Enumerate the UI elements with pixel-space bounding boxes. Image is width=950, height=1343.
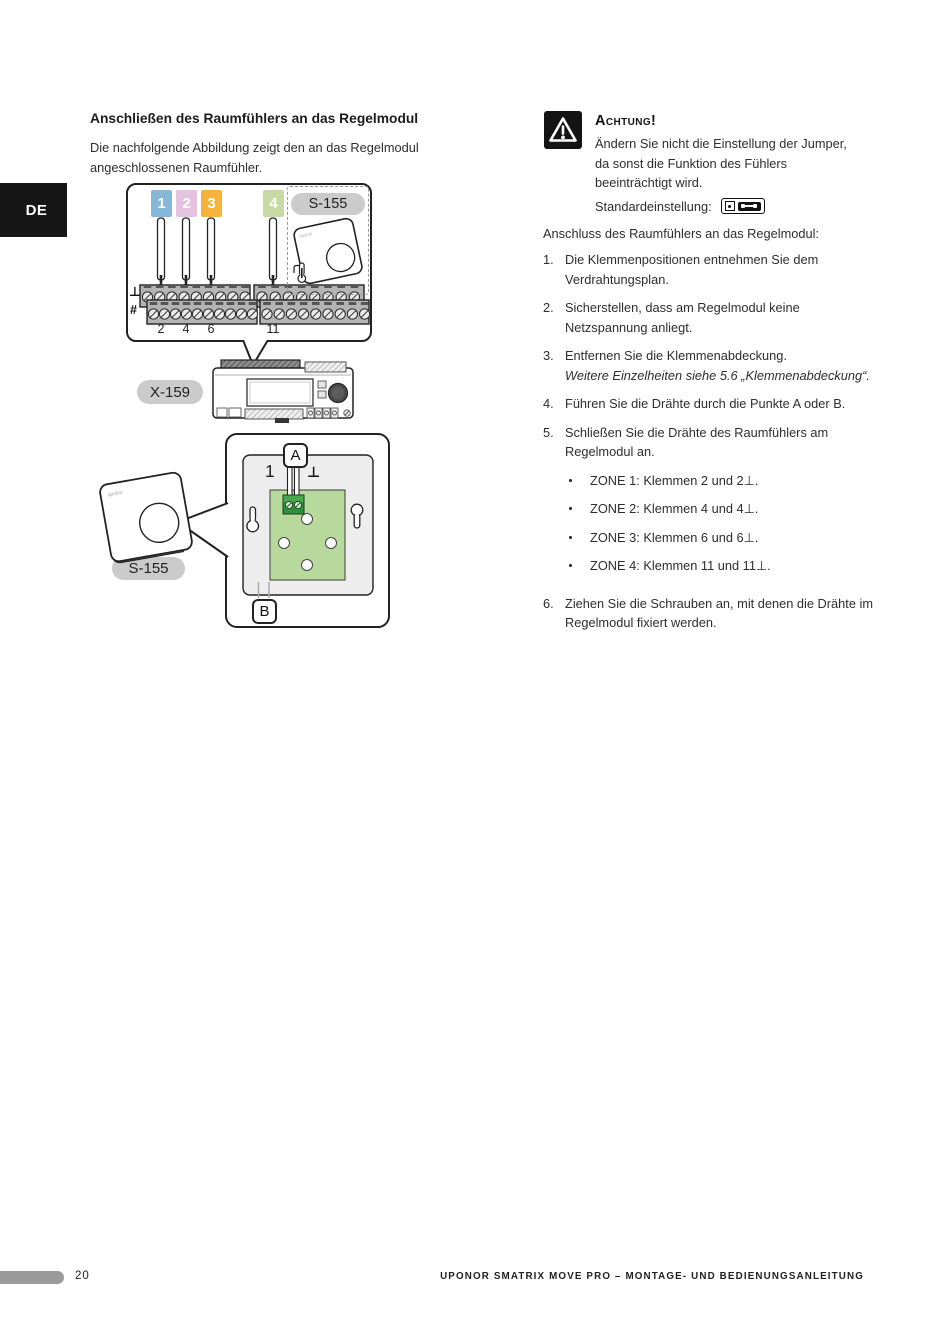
jumper-setting-icon xyxy=(721,198,765,214)
jumper-open-pin xyxy=(725,201,735,211)
step-number: 4. xyxy=(543,396,554,411)
warning-title: Achtung! xyxy=(595,113,657,129)
terminal-number-4: 4 xyxy=(182,322,190,336)
bullet-dot xyxy=(569,564,572,567)
pcb-terminal-block xyxy=(283,495,304,514)
plate-terminal-ground-label: ⊥ xyxy=(307,465,321,481)
step-number: 5. xyxy=(543,424,554,440)
step-3 xyxy=(543,346,881,385)
controller-model-label: X-159 xyxy=(137,380,203,404)
brand-text: uponor xyxy=(298,230,313,239)
thermostat-illustration xyxy=(288,187,370,296)
footer-doc-title: UPONOR SMATRIX MOVE PRO – MONTAGE- UND BEDIENUNGSANLEITUNG xyxy=(440,1271,864,1282)
step-number: 6. xyxy=(543,595,554,611)
brand-text: uponor xyxy=(107,489,124,499)
step-1 xyxy=(543,250,881,289)
zone-3-label: 3 xyxy=(201,190,222,217)
thermometer-icon xyxy=(294,263,306,282)
mounting-diagram xyxy=(225,433,390,628)
zone-wires xyxy=(155,218,279,291)
bullet-text: ZONE 2: Klemmen 4 und 4⊥. xyxy=(590,501,759,516)
zone-3-bullet xyxy=(567,528,881,548)
step-number: 1. xyxy=(543,252,554,267)
bullet-text: ZONE 1: Klemmen 2 und 2⊥. xyxy=(590,472,759,488)
zone-2-label: 2 xyxy=(176,190,197,217)
step-text: Die Klemmenpositionen entnehmen Sie dem Verdrahtungsplan. xyxy=(565,252,819,287)
bullet-text: ZONE 3: Klemmen 6 und 6⊥. xyxy=(590,529,759,545)
step-text: Ziehen Sie die Schrauben an, mit denen die Drähte im Regelmodul fixiert werden. xyxy=(565,595,874,630)
thermostat-illustration-large xyxy=(96,468,196,576)
ground-row-symbol: ⊥ xyxy=(129,284,141,299)
step-text: Entfernen Sie die Klemmenabdeckung. xyxy=(565,348,787,363)
controller-illustration xyxy=(205,352,360,432)
warning-icon xyxy=(544,111,582,149)
instruction-steps xyxy=(543,250,881,642)
warning-text: Ändern Sie nicht die Einstellung der Jumper, da sonst die Funktion des Fühlers beeinträchtigt wird. xyxy=(595,136,847,190)
signal-row-symbol: # xyxy=(130,303,137,317)
bullet-text: ZONE 4: Klemmen 11 und 11⊥. xyxy=(590,558,771,573)
zone-4-bullet xyxy=(567,556,881,576)
section-heading: Anschließen des Raumfühlers an das Regelmodul xyxy=(90,111,419,126)
default-setting-label: Standardeinstellung: xyxy=(595,198,712,214)
sensor-model-label: S-155 xyxy=(291,193,365,215)
step-5 xyxy=(543,423,881,585)
footer-page-number: 20 xyxy=(75,1270,90,1282)
footer-accent-bar xyxy=(0,1271,64,1284)
bullet-dot xyxy=(569,536,572,539)
zone-1-bullet xyxy=(567,471,881,491)
step-number: 2. xyxy=(543,300,554,315)
zone-4-label: 4 xyxy=(263,190,284,217)
step-2 xyxy=(543,298,881,337)
sensor-model-label-bottom: S-155 xyxy=(112,557,185,580)
step-number: 3. xyxy=(543,348,554,363)
language-tab: DE xyxy=(0,183,67,237)
step-text: Sicherstellen, dass am Regelmodul keine Netzspannung anliegt. xyxy=(565,300,800,335)
zone-1-label: 1 xyxy=(151,190,172,217)
entry-point-b-label: B xyxy=(252,599,277,624)
intro-paragraph: Die nachfolgende Abbildung zeigt den an das Regelmodul angeschlossenen Raumfühler. xyxy=(90,140,419,175)
terminal-number-6: 6 xyxy=(207,322,215,336)
bullet-dot xyxy=(569,479,572,482)
step-note: Weitere Einzelheiten siehe 5.6 „Klemmenabdeckung“. xyxy=(565,367,870,383)
step-text: Schließen Sie die Drähte des Raumfühlers am Regelmodul an. xyxy=(565,424,829,459)
step-text: Führen Sie die Drähte durch die Punkte A oder B. xyxy=(565,396,846,411)
terminal-number-11: 11 xyxy=(266,322,280,336)
zone-bullet-list xyxy=(567,471,881,576)
jumper-bridged-pins xyxy=(738,202,761,211)
wiring-diagram xyxy=(126,183,372,342)
zone-2-bullet xyxy=(567,499,881,519)
step-6 xyxy=(543,594,881,633)
sensor-detail-box xyxy=(287,186,369,295)
plate-terminal-1-label: 1 xyxy=(265,461,275,481)
step-4 xyxy=(543,394,881,414)
entry-point-a-label: A xyxy=(283,443,308,468)
terminal-number-2: 2 xyxy=(157,322,165,336)
default-setting-line xyxy=(595,198,765,214)
bullet-dot xyxy=(569,507,572,510)
connection-intro: Anschluss des Raumfühlers an das Regelmodul: xyxy=(543,226,819,241)
